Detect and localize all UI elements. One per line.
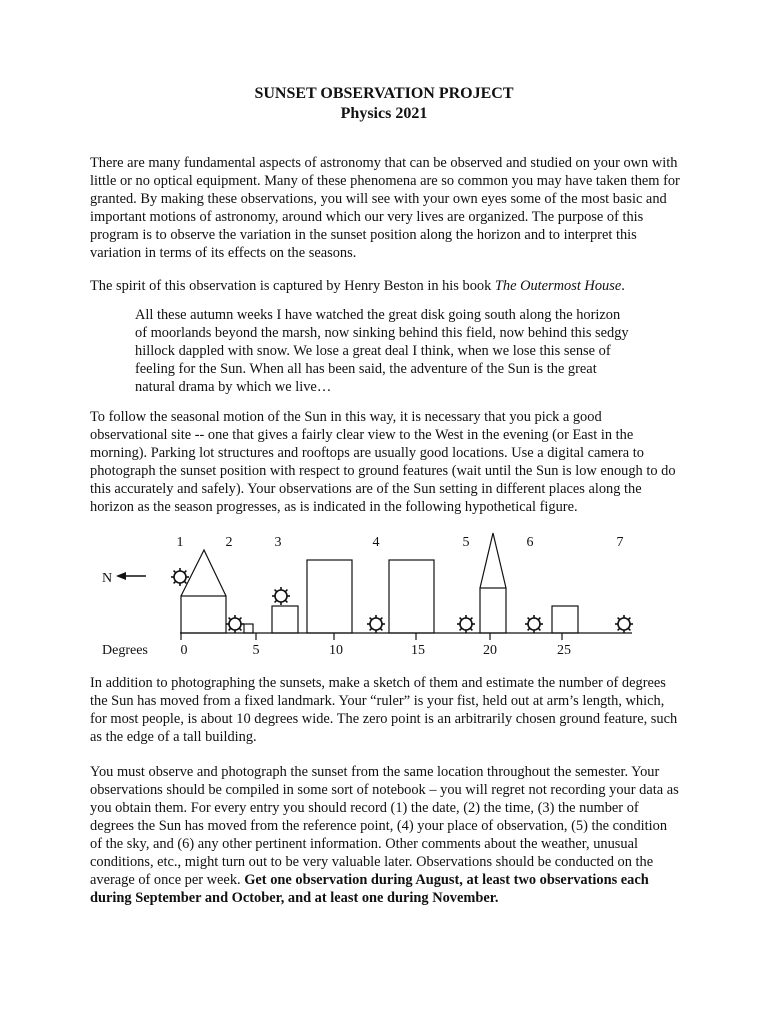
sun-icon-6 xyxy=(525,615,543,633)
spirit-text: The spirit of this observation is captured by Henry Beston in his book xyxy=(90,278,495,294)
house-feature xyxy=(181,550,226,633)
sun-number-5: 5 xyxy=(462,535,470,550)
tick-label-15: 15 xyxy=(411,643,425,658)
tick-label-0: 0 xyxy=(180,643,188,658)
sun-icon-2 xyxy=(226,615,244,633)
page-title: SUNSET OBSERVATION PROJECT xyxy=(254,85,514,102)
sun-icon-3 xyxy=(272,587,290,605)
sun-icon-1 xyxy=(171,568,189,586)
low-building-feature xyxy=(272,606,298,633)
horizon-diagram xyxy=(0,528,768,662)
page-subtitle: Physics 2021 xyxy=(340,105,428,122)
sunset-figure xyxy=(0,528,768,662)
sun-icon-4 xyxy=(367,615,385,633)
steeple-feature xyxy=(480,533,506,633)
north-arrow-icon xyxy=(116,572,146,580)
observe-text: You must observe and photograph the sunset from the same location throughout the semester. Your observations should be compiled in some sort of notebook – you will regret not recording your data as you obtain them. For every entry you should record (1) the date, (2) the time, (3) the number of degrees the Sun has moved from the reference point, (4) your place of observation, (5) the condition of the sky, and (6) any other pertinent information. Other comments about the weather, unusual conditions, etc., might turn out to be very valuable later. Observations should be conducted on the average of once per week. xyxy=(90,764,679,888)
sun-number-7: 7 xyxy=(616,535,624,550)
observe-requirement: Get one observation during August, at least two observations each during September and October, and at least one during November. xyxy=(90,872,649,906)
spirit-period: . xyxy=(621,278,625,294)
north-label: N xyxy=(102,571,113,586)
block-quote: All these autumn weeks I have watched the great disk going south along the horizon of moorlands beyond the marsh, now sinking behind this field, now behind this sedgy hillock dappled with snow. We lose a great deal I think, when we lose this sense of feeling for the Sun. When all has been said, the adventure of the Sun is the great natural drama by which we live… xyxy=(135,307,629,395)
sun-number-4: 4 xyxy=(372,535,380,550)
sun-icon-7 xyxy=(615,615,633,633)
tall-building-feature-b xyxy=(389,560,434,633)
sun-number-6: 6 xyxy=(526,535,534,550)
intro-paragraph: There are many fundamental aspects of astronomy that can be observed and studied on your own with little or no optical equipment. Many of these phenomena are so common you may have taken them for granted. By making these observations, you will see with your own eyes some of the most basic and important motions of astronomy, around which our very lives are organized. The purpose of this program is to observe the variation in the sunset position along the horizon and to interpret this variation in terms of its effects on the seasons. xyxy=(90,155,680,261)
sun-number-2: 2 xyxy=(225,535,233,550)
observe-paragraph xyxy=(90,763,680,907)
tick-label-5: 5 xyxy=(252,643,260,658)
spirit-paragraph xyxy=(90,277,680,295)
tick-label-25: 25 xyxy=(557,643,571,658)
follow-paragraph: To follow the seasonal motion of the Sun in this way, it is necessary that you pick a good observational site -- one that gives a fairly clear view to the West in the evening (or East in the morning). Parking lot structures and rooftops are usually good locations. Use a digital camera to photograph the sunset position with respect to ground features (wait until the Sun is low enough to do this accurately and safely). Your observations are of the Sun setting in different places along the horizon as the season progresses, as is indicated in the following hypothetical figure. xyxy=(90,409,676,515)
sun-number-3: 3 xyxy=(274,535,282,550)
tall-building-feature-a xyxy=(307,560,352,633)
degrees-label: Degrees xyxy=(102,643,148,658)
shed-feature xyxy=(552,606,578,633)
small-box-feature xyxy=(244,624,253,633)
tick-label-10: 10 xyxy=(329,643,343,658)
book-title: The Outermost House xyxy=(494,278,622,294)
tick-label-20: 20 xyxy=(483,643,497,658)
sketch-paragraph: In addition to photographing the sunsets, make a sketch of them and estimate the number of degrees the Sun has moved from a fixed landmark. Your “ruler” is your fist, held out at arm’s length, which, for most people, is about 10 degrees wide. The zero point is an arbitrarily chosen ground feature, such as the edge of a tall building. xyxy=(90,675,678,745)
degree-ticks xyxy=(181,633,562,640)
sun-number-1: 1 xyxy=(176,535,184,550)
sun-icon-5 xyxy=(457,615,475,633)
page-title-block xyxy=(0,84,768,124)
